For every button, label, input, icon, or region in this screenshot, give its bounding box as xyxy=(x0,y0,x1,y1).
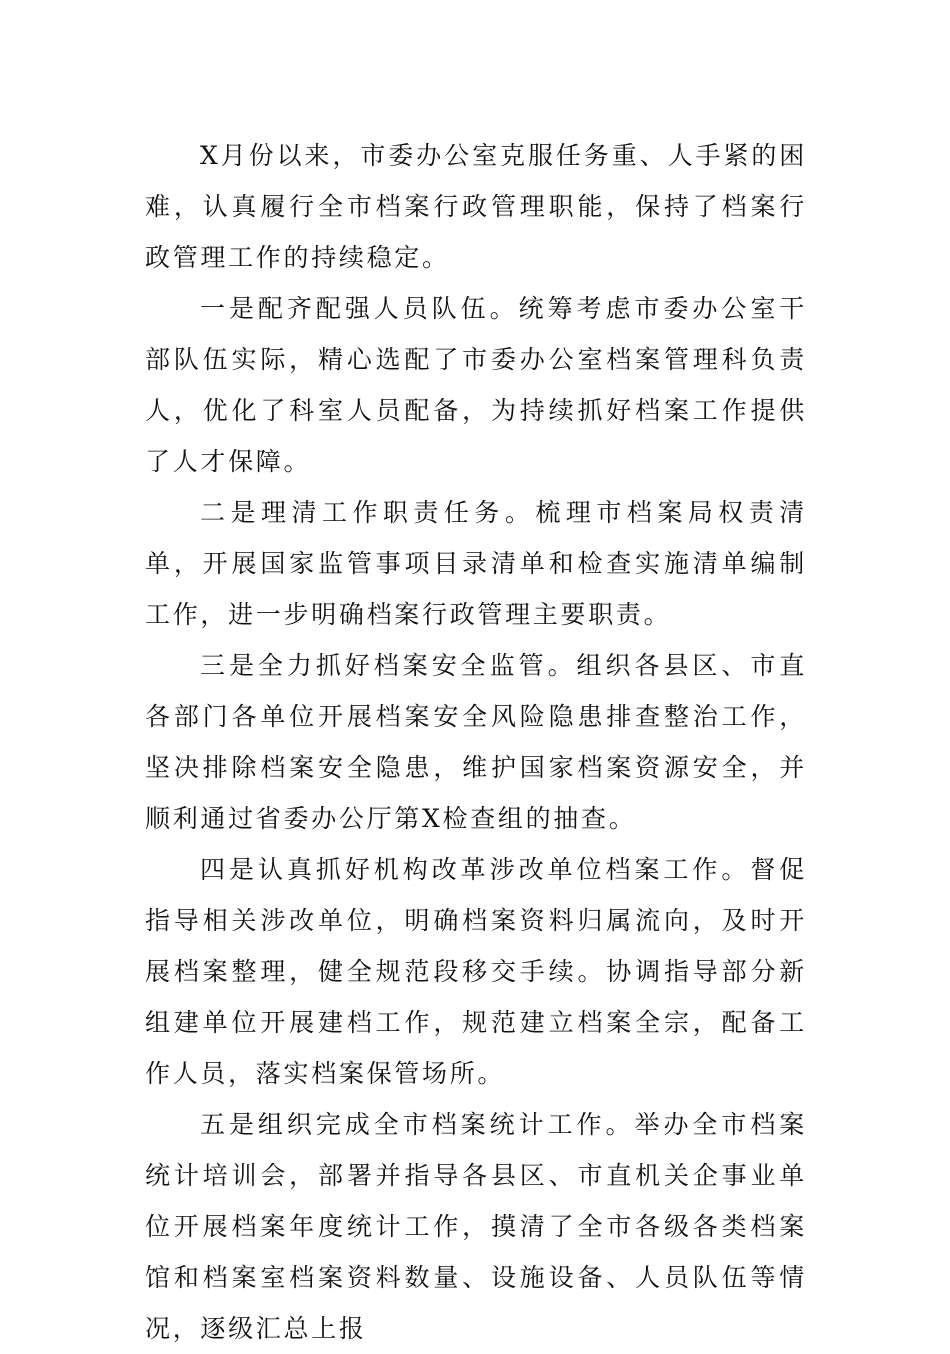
paragraph-statistics: 五是组织完成全市档案统计工作。举办全市档案统计培训会，部署并指导各县区、市直机关企事业单位开展档案年度统计工作，摸清了全市各级各类档案馆和档案室档案资料数量、设施设备、人员队伍等情况，逐级汇总上报 xyxy=(145,1110,807,1343)
paragraph-duties: 二是理清工作职责任务。梳理市档案局权责清单，开展国家监管事项目录清单和检查实施清单编制工作，进一步明确档案行政管理主要职责。 xyxy=(145,498,807,629)
paragraph-reform: 四是认真抓好机构改革涉改单位档案工作。督促指导相关涉改单位，明确档案资料归属流向，及时开展档案整理，健全规范段移交手续。协调指导部分新组建单位开展建档工作，规范建立档案全宗，配备工作人员，落实档案保管场所。 xyxy=(145,855,807,1088)
paragraph-security: 三是全力抓好档案安全监管。组织各县区、市直各部门各单位开展档案安全风险隐患排查整治工作，坚决排除档案安全隐患，维护国家档案资源安全，并顺利通过省委办公厅第X检查组的抽查。 xyxy=(145,651,807,833)
paragraph-staffing: 一是配齐配强人员队伍。统筹考虑市委办公室干部队伍实际，精心选配了市委办公室档案管理科负责人，优化了科室人员配备，为持续抓好档案工作提供了人才保障。 xyxy=(145,294,807,476)
document-body xyxy=(145,130,807,1354)
paragraph-intro: X月份以来，市委办公室克服任务重、人手紧的困难，认真履行全市档案行政管理职能，保持了档案行政管理工作的持续稳定。 xyxy=(145,141,807,272)
